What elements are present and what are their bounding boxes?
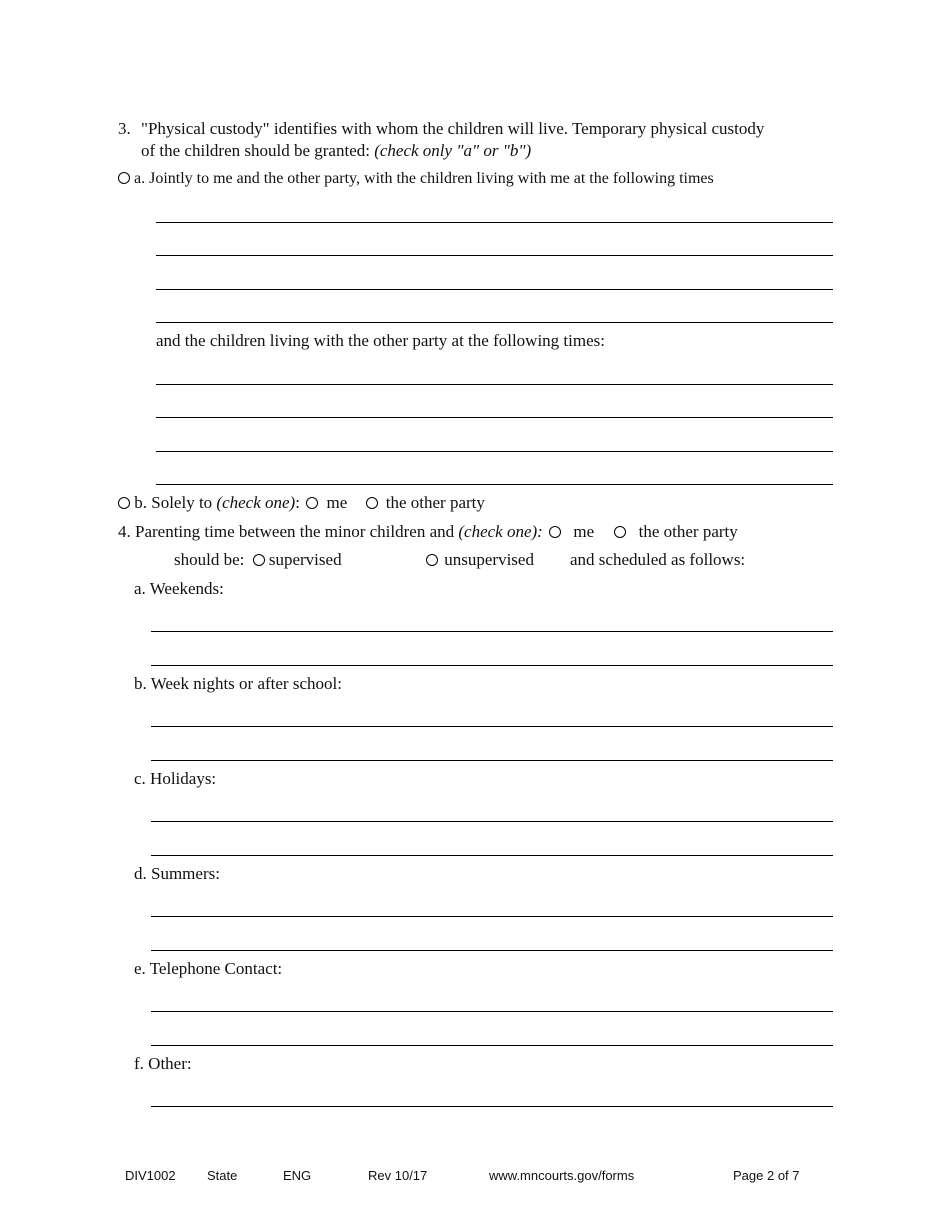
q4-scheduled: and scheduled as follows:: [570, 550, 746, 569]
q4-should-be: should be:: [174, 550, 245, 569]
weekends-line-2[interactable]: [151, 665, 833, 666]
weeknights-line-2[interactable]: [151, 760, 833, 761]
footer-page: Page 2 of 7: [733, 1168, 800, 1183]
q3-option-b-instruction: (check one): [216, 493, 296, 512]
q3a-other-party-times: and the children living with the other party at the following times:: [156, 331, 605, 350]
q4-unsupervised-label: unsupervised: [444, 550, 534, 569]
q3-option-a: [118, 170, 714, 188]
q3b-me-radio[interactable]: [306, 497, 318, 509]
q4-other-party-radio[interactable]: [614, 526, 626, 538]
q3-option-b-colon: :: [295, 493, 300, 512]
q3a-other-line-3[interactable]: [156, 451, 833, 452]
q4-me-radio[interactable]: [549, 526, 561, 538]
q3-text-line2: [141, 141, 531, 161]
q3b-other-party-label: the other party: [385, 493, 485, 512]
summers-line-2[interactable]: [151, 950, 833, 951]
summers-line-1[interactable]: [151, 916, 833, 917]
q3a-other-line-2[interactable]: [156, 417, 833, 418]
q4-item-label: b. Week nights or after school:: [134, 674, 342, 693]
q4-item-label: f. Other:: [134, 1054, 192, 1073]
q4-other-party-label: the other party: [638, 522, 738, 541]
holidays-line-2[interactable]: [151, 855, 833, 856]
footer-lang: ENG: [283, 1168, 312, 1183]
q3-option-b-label: b. Solely to: [134, 493, 217, 512]
weeknights-line-1[interactable]: [151, 726, 833, 727]
q3-option-b: [118, 493, 485, 513]
q4-item-label: e. Telephone Contact:: [134, 959, 283, 978]
q4-should-be-row: [174, 550, 342, 570]
q4-supervised-label: supervised: [268, 550, 342, 569]
q3-text-line1: "Physical custody" identifies with whom the children will live. Temporary physical custody: [141, 119, 765, 138]
telephone-line-2[interactable]: [151, 1045, 833, 1046]
other-line-1[interactable]: [151, 1106, 833, 1107]
q3-option-b-radio[interactable]: [118, 497, 130, 509]
q4-item-label: c. Holidays:: [134, 769, 217, 788]
q3a-me-line-3[interactable]: [156, 289, 833, 290]
q4-text-main: 4. Parenting time between the minor children and: [118, 522, 459, 541]
q3a-me-line-4[interactable]: [156, 322, 833, 323]
q3a-me-line-2[interactable]: [156, 255, 833, 256]
q3-option-a-radio[interactable]: [118, 172, 130, 184]
footer-state: State: [207, 1168, 238, 1183]
q3a-other-line-1[interactable]: [156, 384, 833, 385]
q3b-other-party-radio[interactable]: [366, 497, 378, 509]
q4-unsupervised-radio[interactable]: [426, 554, 438, 566]
q4-item-label: d. Summers:: [134, 864, 220, 883]
q3a-other-line-4[interactable]: [156, 484, 833, 485]
q3-text-line2-main: of the children should be granted:: [141, 141, 375, 160]
weekends-line-1[interactable]: [151, 631, 833, 632]
q3a-me-line-1[interactable]: [156, 222, 833, 223]
q4-unsupervised-row: [426, 550, 534, 570]
q3-instruction: (check only "a" or "b"): [374, 141, 532, 160]
q3b-me-label: me: [326, 493, 348, 512]
telephone-line-1[interactable]: [151, 1011, 833, 1012]
holidays-line-1[interactable]: [151, 821, 833, 822]
q4-instruction: (check one):: [458, 522, 543, 541]
q3-option-a-label: a. Jointly to me and the other party, with the children living with me at the following times: [134, 170, 714, 187]
q3-number: 3.: [118, 119, 131, 138]
q4-item-label: a. Weekends:: [134, 579, 224, 598]
q4-me-label: me: [573, 522, 595, 541]
q4-supervised-radio[interactable]: [253, 554, 265, 566]
q4-text: [118, 522, 738, 542]
footer-url: www.mncourts.gov/forms: [489, 1168, 635, 1183]
footer-form-id: DIV1002: [125, 1168, 176, 1183]
footer-rev: Rev 10/17: [368, 1168, 428, 1183]
